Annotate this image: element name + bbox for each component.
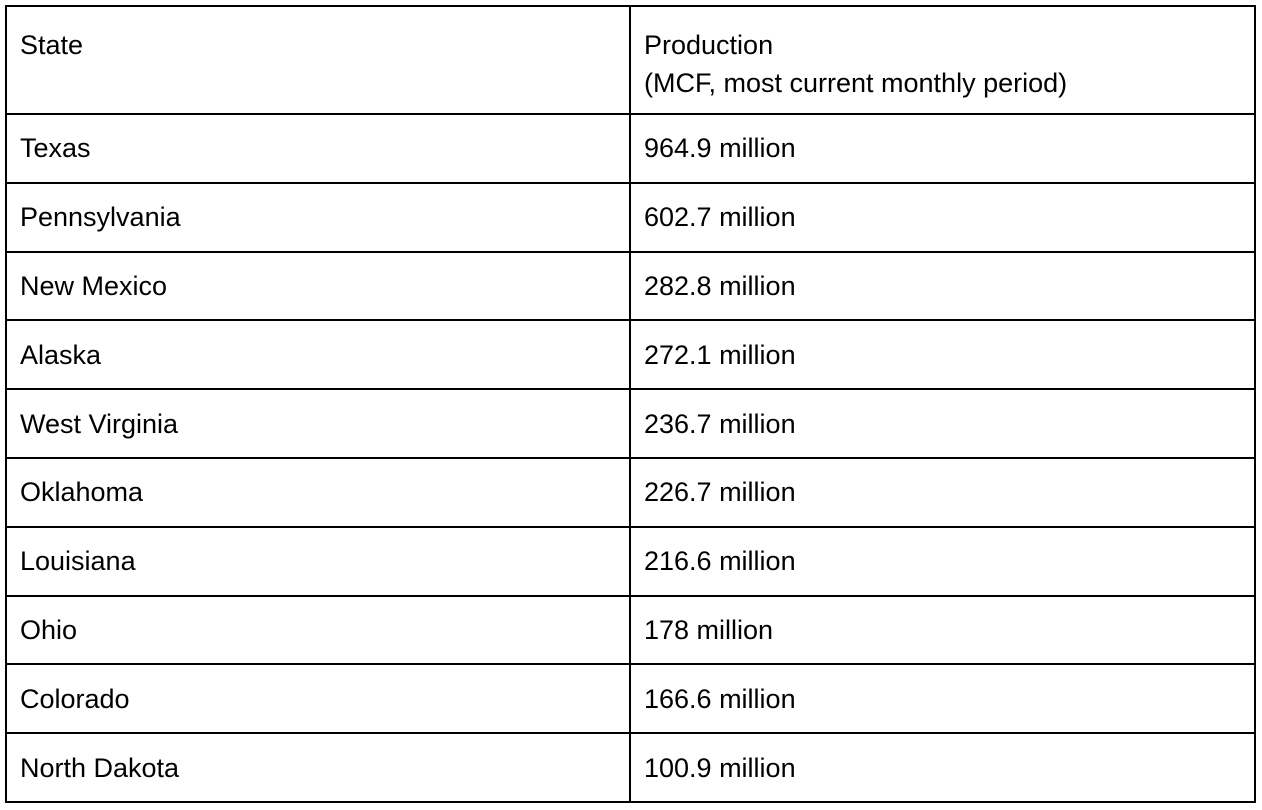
table-row [6, 596, 1255, 665]
table-row [6, 389, 1255, 458]
cell-production: 282.8 million [630, 252, 1255, 321]
header-production [630, 6, 1255, 114]
table-row [6, 527, 1255, 596]
cell-production: 178 million [630, 596, 1255, 665]
cell-state: Louisiana [6, 527, 630, 596]
cell-production: 964.9 million [630, 114, 1255, 183]
cell-state: North Dakota [6, 733, 630, 802]
table-row [6, 733, 1255, 802]
cell-state: Alaska [6, 320, 630, 389]
table-header-row [6, 6, 1255, 114]
cell-production: 216.6 million [630, 527, 1255, 596]
cell-production: 272.1 million [630, 320, 1255, 389]
cell-production: 166.6 million [630, 664, 1255, 733]
cell-production: 236.7 million [630, 389, 1255, 458]
cell-state: New Mexico [6, 252, 630, 321]
cell-state: Pennsylvania [6, 183, 630, 252]
table-row [6, 252, 1255, 321]
cell-production: 226.7 million [630, 458, 1255, 527]
table-row [6, 664, 1255, 733]
header-state-label: State [20, 30, 84, 60]
cell-state: Colorado [6, 664, 630, 733]
header-production-label: Production [644, 30, 774, 60]
cell-state: Oklahoma [6, 458, 630, 527]
header-state [6, 6, 630, 114]
cell-production: 100.9 million [630, 733, 1255, 802]
table-row [6, 183, 1255, 252]
header-production-unit: (MCF, most current monthly period) [644, 68, 1068, 98]
cell-production: 602.7 million [630, 183, 1255, 252]
table-row [6, 320, 1255, 389]
table-row [6, 114, 1255, 183]
cell-state: Texas [6, 114, 630, 183]
production-table [5, 5, 1256, 803]
cell-state: West Virginia [6, 389, 630, 458]
table-row [6, 458, 1255, 527]
cell-state: Ohio [6, 596, 630, 665]
